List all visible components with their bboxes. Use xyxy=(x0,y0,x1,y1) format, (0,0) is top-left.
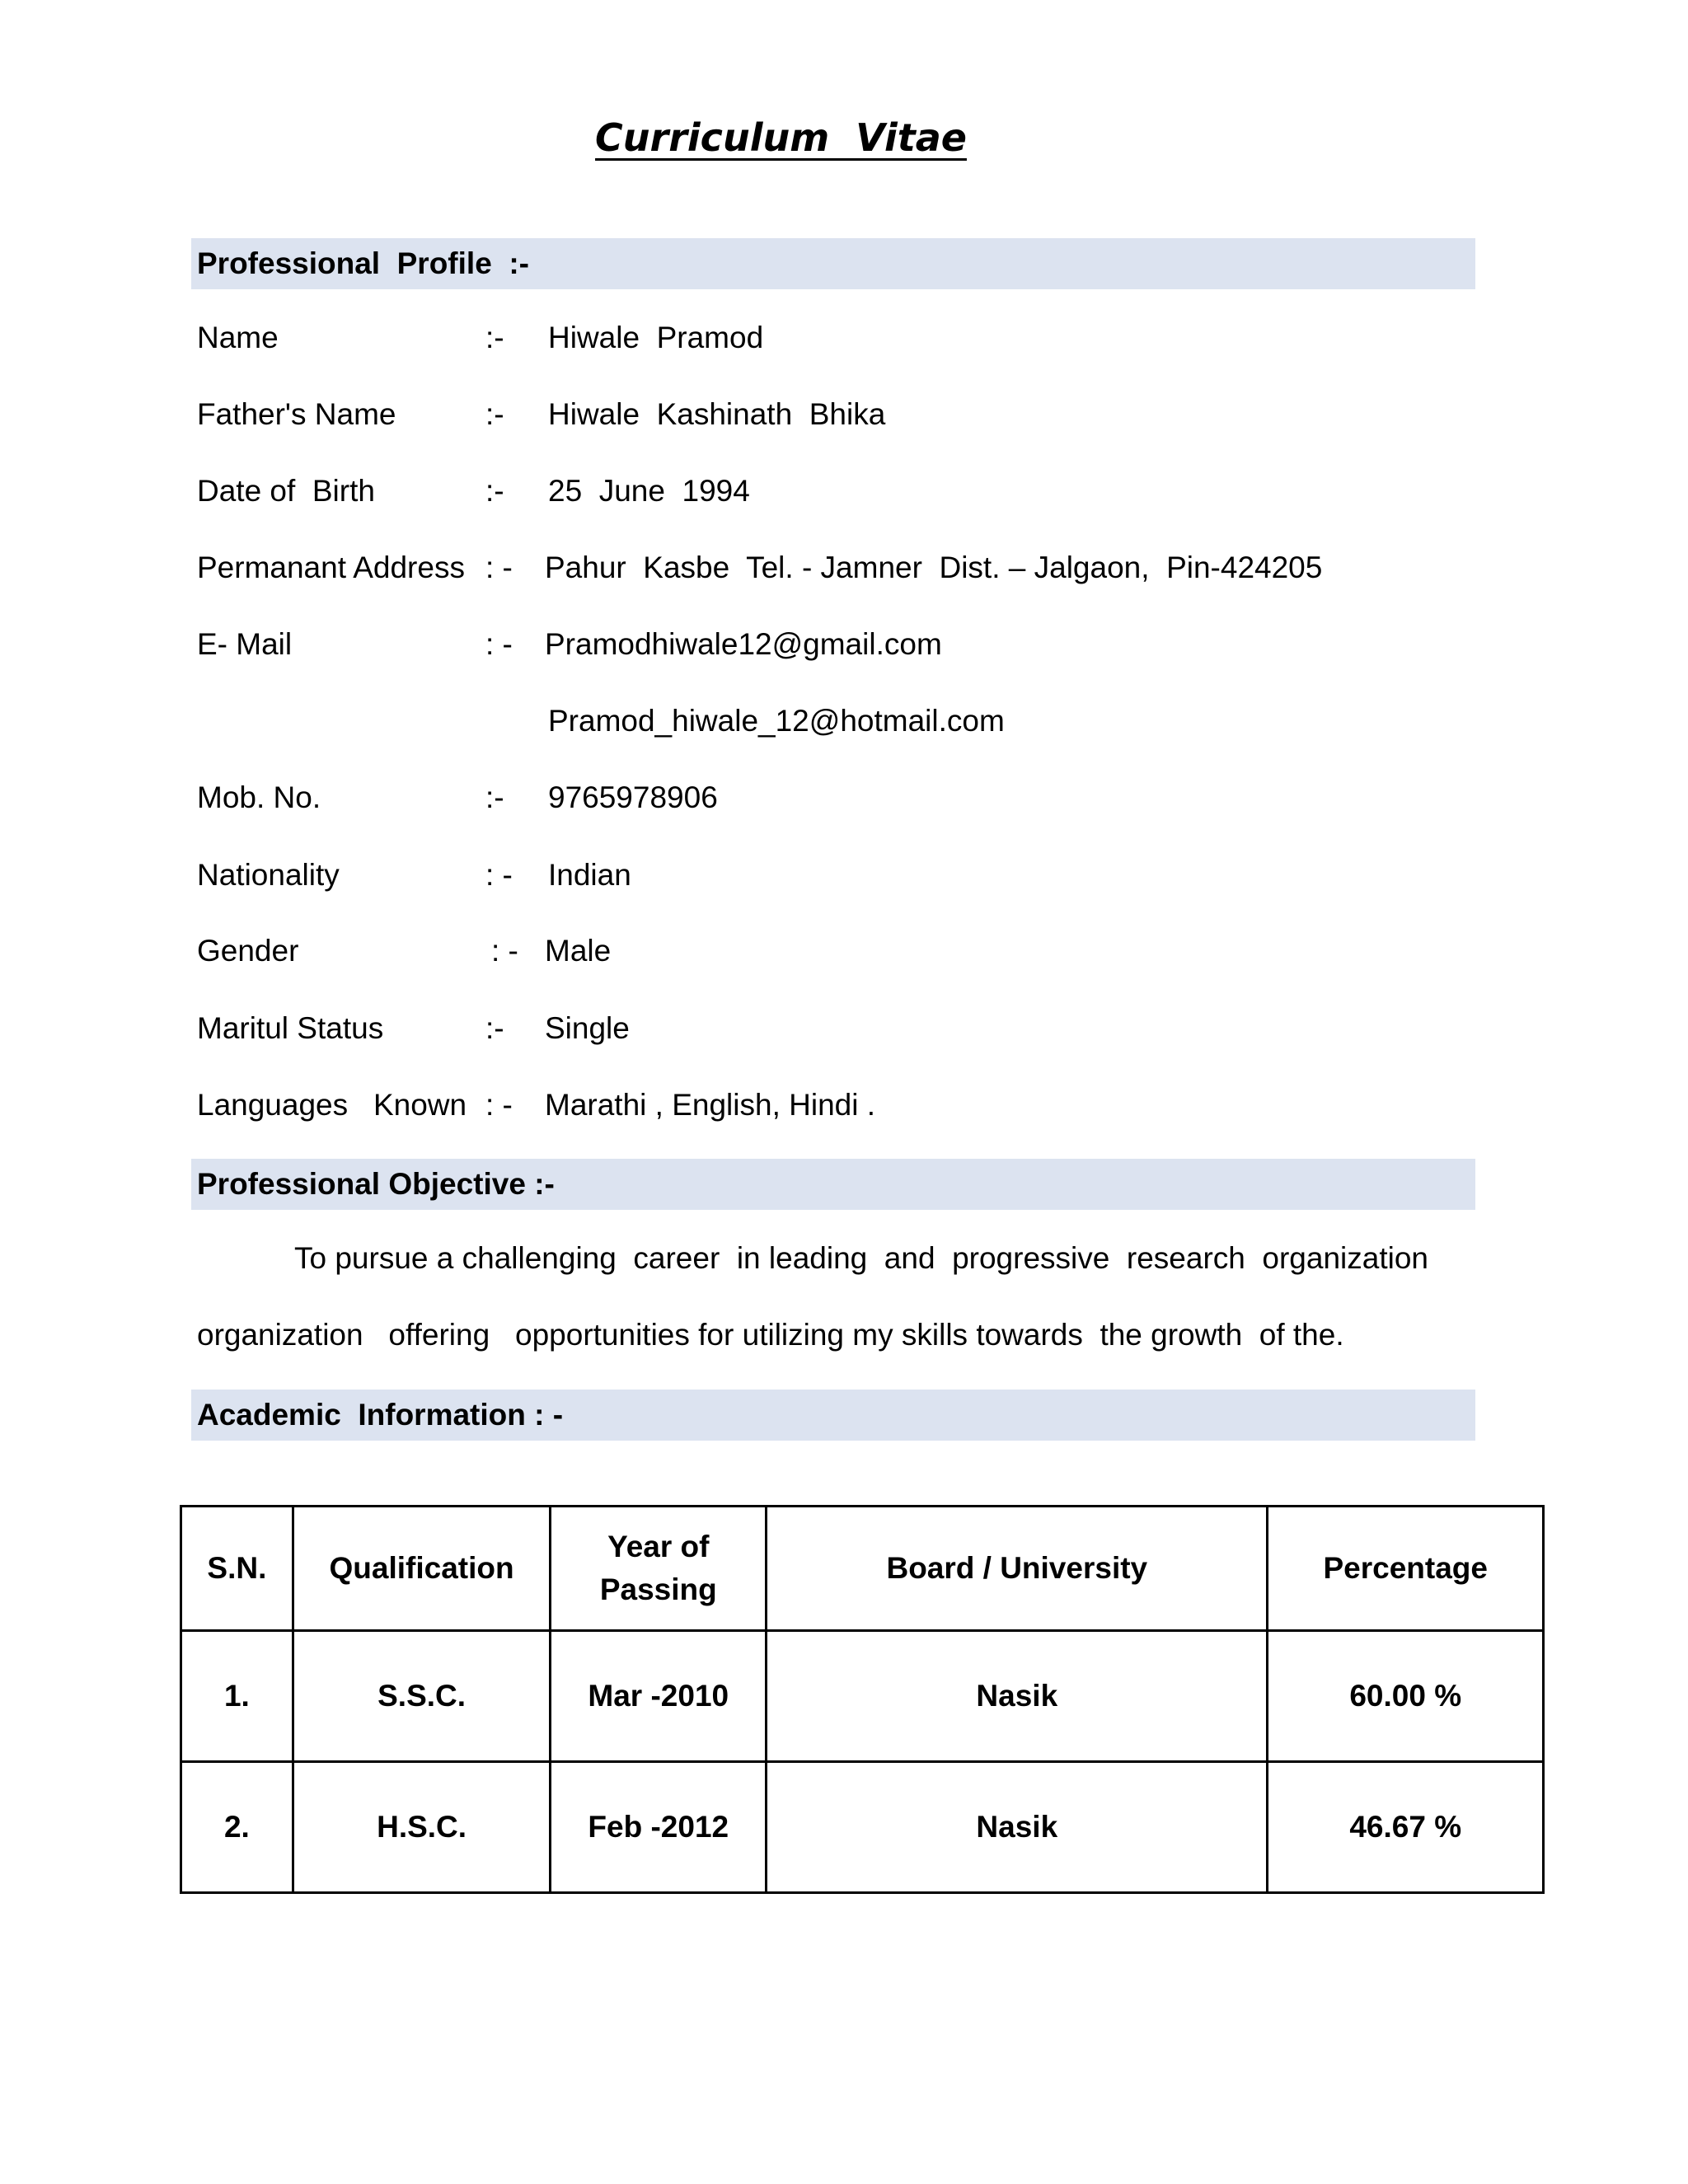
document-title-text: Curriculum Vitae xyxy=(595,115,967,160)
field-label: Maritul Status xyxy=(197,1011,384,1045)
table-cell: Nasik xyxy=(767,1762,1268,1893)
field-label: E- Mail xyxy=(197,627,293,661)
profile-row-nationality xyxy=(197,855,631,896)
field-separator: :- xyxy=(485,397,504,431)
column-header xyxy=(551,1507,767,1631)
field-value: Marathi , English, Hindi . xyxy=(545,1088,876,1122)
profile-row-date-of-birth xyxy=(197,471,750,512)
academic-table xyxy=(180,1505,1545,1894)
field-label: Permanant Address xyxy=(197,551,465,584)
profile-row-name xyxy=(197,317,764,359)
column-header: Qualification xyxy=(293,1507,551,1631)
field-label: Mob. No. xyxy=(197,780,321,814)
field-separator: :- xyxy=(485,780,504,814)
field-label: Name xyxy=(197,321,279,354)
field-value: Pahur Kasbe Tel. - Jamner Dist. – Jalgaon, Pin-424205 xyxy=(545,551,1323,584)
table-cell: 2. xyxy=(181,1762,293,1893)
profile-row-fathers-name xyxy=(197,394,886,435)
field-label: Languages Known xyxy=(197,1088,467,1122)
profile-row-email-secondary xyxy=(197,701,1005,742)
field-separator: : - xyxy=(485,551,513,584)
field-label: Father's Name xyxy=(197,397,396,431)
field-separator: : - xyxy=(485,858,513,892)
column-header-text: Year of Passing xyxy=(599,1530,717,1606)
column-header: S.N. xyxy=(181,1507,293,1631)
field-value: Pramodhiwale12@gmail.com xyxy=(545,627,942,661)
field-value: Pramod_hiwale_12@hotmail.com xyxy=(548,704,1005,738)
column-header: Board / University xyxy=(767,1507,1268,1631)
document-title xyxy=(0,115,1562,160)
field-separator: : - xyxy=(485,1088,513,1122)
table-cell: 60.00 % xyxy=(1268,1631,1544,1762)
profile-row-address xyxy=(197,547,1323,588)
table-cell: 46.67 % xyxy=(1268,1762,1544,1893)
table-cell: H.S.C. xyxy=(293,1762,551,1893)
field-label: Date of Birth xyxy=(197,474,375,508)
field-label: Gender xyxy=(197,934,299,968)
section-heading-academic-information: Academic Information : - xyxy=(191,1390,1475,1441)
table-cell: 1. xyxy=(181,1631,293,1762)
field-value: Hiwale Kashinath Bhika xyxy=(548,397,886,431)
field-separator: :- xyxy=(485,321,504,354)
table-cell: Nasik xyxy=(767,1631,1268,1762)
field-value: Hiwale Pramod xyxy=(548,321,764,354)
field-value: 25 June 1994 xyxy=(548,474,750,508)
profile-row-gender xyxy=(197,930,612,972)
field-value: 9765978906 xyxy=(548,780,718,814)
field-separator: : - xyxy=(491,934,518,968)
section-heading-professional-profile: Professional Profile :- xyxy=(191,238,1475,289)
field-separator: :- xyxy=(485,1011,504,1045)
profile-row-marital-status xyxy=(197,1008,630,1049)
column-header: Percentage xyxy=(1268,1507,1544,1631)
profile-row-mobile xyxy=(197,777,718,818)
section-heading-professional-objective: Professional Objective :- xyxy=(191,1159,1475,1210)
field-value: Male xyxy=(545,934,612,968)
field-separator: : - xyxy=(485,627,513,661)
table-row xyxy=(181,1631,1544,1762)
field-value: Indian xyxy=(548,858,631,892)
table-cell: Mar -2010 xyxy=(551,1631,767,1762)
table-row xyxy=(181,1762,1544,1893)
objective-line-1: To pursue a challenging career in leading and progressive research organization xyxy=(294,1241,1428,1275)
table-cell: Feb -2012 xyxy=(551,1762,767,1893)
profile-row-email xyxy=(197,624,942,665)
profile-row-languages xyxy=(197,1085,876,1126)
objective-line-2: organization offering opportunities for utilizing my skills towards the growth of the. xyxy=(197,1318,1344,1352)
table-cell: S.S.C. xyxy=(293,1631,551,1762)
field-label: Nationality xyxy=(197,858,340,892)
field-separator: :- xyxy=(485,474,504,508)
table-header-row xyxy=(181,1507,1544,1631)
field-value: Single xyxy=(545,1011,630,1045)
